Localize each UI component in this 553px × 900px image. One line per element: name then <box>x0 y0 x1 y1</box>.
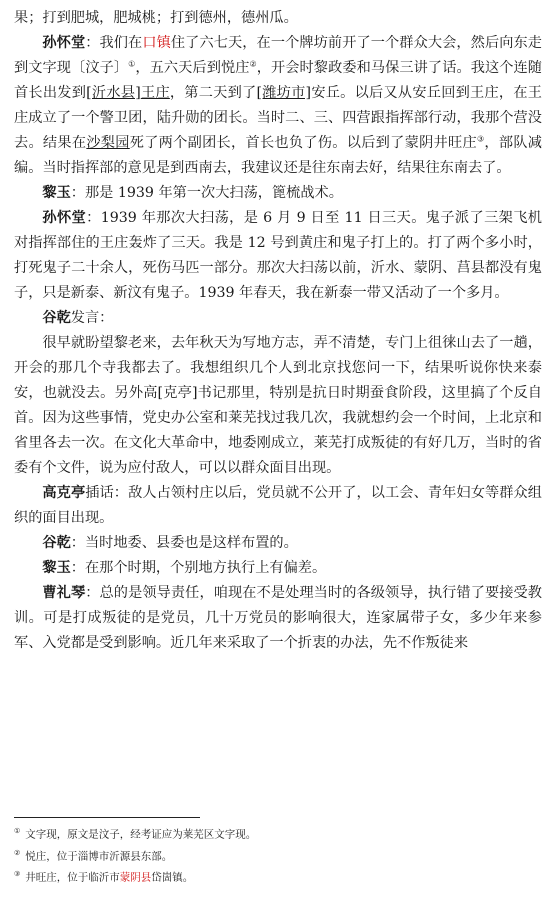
paragraph-sun-huaitang-2: 孙怀堂：1939 年那次大扫荡，是 6 月 9 日至 11 日三天。鬼子派了三架飞机对指挥部住的王庄轰炸了三天。我是 12 号到黄庄和鬼子打上的。打了两个多小时，打死鬼子二十余人，死伤马匹一部分。那次大扫荡以前，沂水、蒙阴、莒县都没有鬼子，只是新泰、新汶有鬼子。1939 年春天，我在新泰一带又活动了一个多月。 <box>14 210 542 301</box>
paragraph-sun-huaitang-1: 孙怀堂：我们在口镇住了六七天，在一个牌坊前开了一个群众大会，然后向东走到文字现〔汶子〕①，五六天后到悦庄②，开会时黎政委和马保三讲了话。我这个连随首长出发到[沂水县]王庄，第二天到了[潍坊市]安丘。以后又从安丘回到王庄，在王庄成立了一个警卫团，陆升勋的团长。当时二、三、四营跟指挥部行动，我那个营没去。结果在沙梨园死了两个副团长，首长也负了伤。以后到了蒙阴井旺庄③，部队减编。当时指挥部的意见是到西南去，我建议还是往东南去好，结果往东南去了。 <box>14 35 542 176</box>
underlined-place: [潍坊市] <box>256 85 312 101</box>
speaker-name: 谷乾 <box>42 310 71 326</box>
speaker-name: 孙怀堂 <box>42 210 87 226</box>
paragraph-gu-qian-speech: 很早就盼望黎老来，去年秋天为写地方志，弄不清楚，专门上徂徕山去了一趟，开会的那几个寺我都去了。我想组织几个人到北京找您问一下，结果听说你快来泰安，也就没去。另外高[克亭]书记那里，特别是抗日时期蚕食阶段，这里搞了个反自首。因为这些事情，党史办公室和莱芜找过我几次，我就想约会一个时间，上北京和省里各去一次。在文化大革命中，地委刚成立，莱芜打成叛徒的有好几万，当时的省委有个文件，说为应付敌人，可以以群众面目出现。 <box>14 335 542 476</box>
footnotes <box>14 822 542 887</box>
speaker-name: 孙怀堂 <box>42 35 86 51</box>
footnote-2: ② 悦庄，位于淄博市沂源县东部。 <box>14 848 173 862</box>
document-body <box>14 6 542 656</box>
footnote-ref-1: ① <box>128 59 136 69</box>
highlighted-place: 口镇 <box>142 35 171 51</box>
underlined-place: 王庄 <box>140 85 170 101</box>
underlined-place: 沙梨园 <box>86 135 130 151</box>
paragraph-cao-liqin: 曹礼琴：总的是领导责任，咱现在不是处理当时的各级领导，执行错了要接受教训。可是打成叛徒的是党员，几十万党员的影响很大，连家属带子女，多少年来参军、入党都是受到影响。近几年来采取了一个折衷的办法，先不作叛徒来 <box>14 585 542 651</box>
underlined-place: [沂水县] <box>86 85 141 101</box>
paragraph-gao-keting: 高克亭插话：敌人占领村庄以后，党员就不公开了，以工会、青年妇女等群众组织的面目出现。 <box>14 485 542 526</box>
paragraph-li-yu-2: 黎玉：在那个时期，个别地方执行上有偏差。 <box>42 560 327 576</box>
footnote-ref-3: ③ <box>476 134 485 144</box>
highlighted-place: 蒙阴县 <box>119 871 152 884</box>
speaker-name: 曹礼琴 <box>42 585 86 601</box>
footnote-divider <box>14 817 200 818</box>
paragraph-gu-qian-2: 谷乾：当时地委、县委也是这样布置的。 <box>42 535 298 551</box>
speaker-name: 黎玉 <box>42 185 71 201</box>
paragraph-li-yu-1: 黎玉：那是 1939 年第一次大扫荡，篦梳战术。 <box>42 185 343 201</box>
footnote-3: ③ 井旺庄，位于临沂市蒙阴县岱崮镇。 <box>14 870 194 884</box>
speaker-name: 谷乾 <box>42 535 71 551</box>
speaker-name: 黎玉 <box>42 560 71 576</box>
speaker-name: 高克亭 <box>42 485 86 501</box>
paragraph-gu-qian-heading: 谷乾发言： <box>42 310 114 326</box>
footnote-1: ① 文字现，原文是汶子，经考证应为莱芜区文字现。 <box>14 827 257 841</box>
paragraph-continuation: 果；打到肥城，肥城桃；打到德州，德州瓜。 <box>14 10 298 26</box>
footnote-ref-2: ② <box>249 59 257 69</box>
